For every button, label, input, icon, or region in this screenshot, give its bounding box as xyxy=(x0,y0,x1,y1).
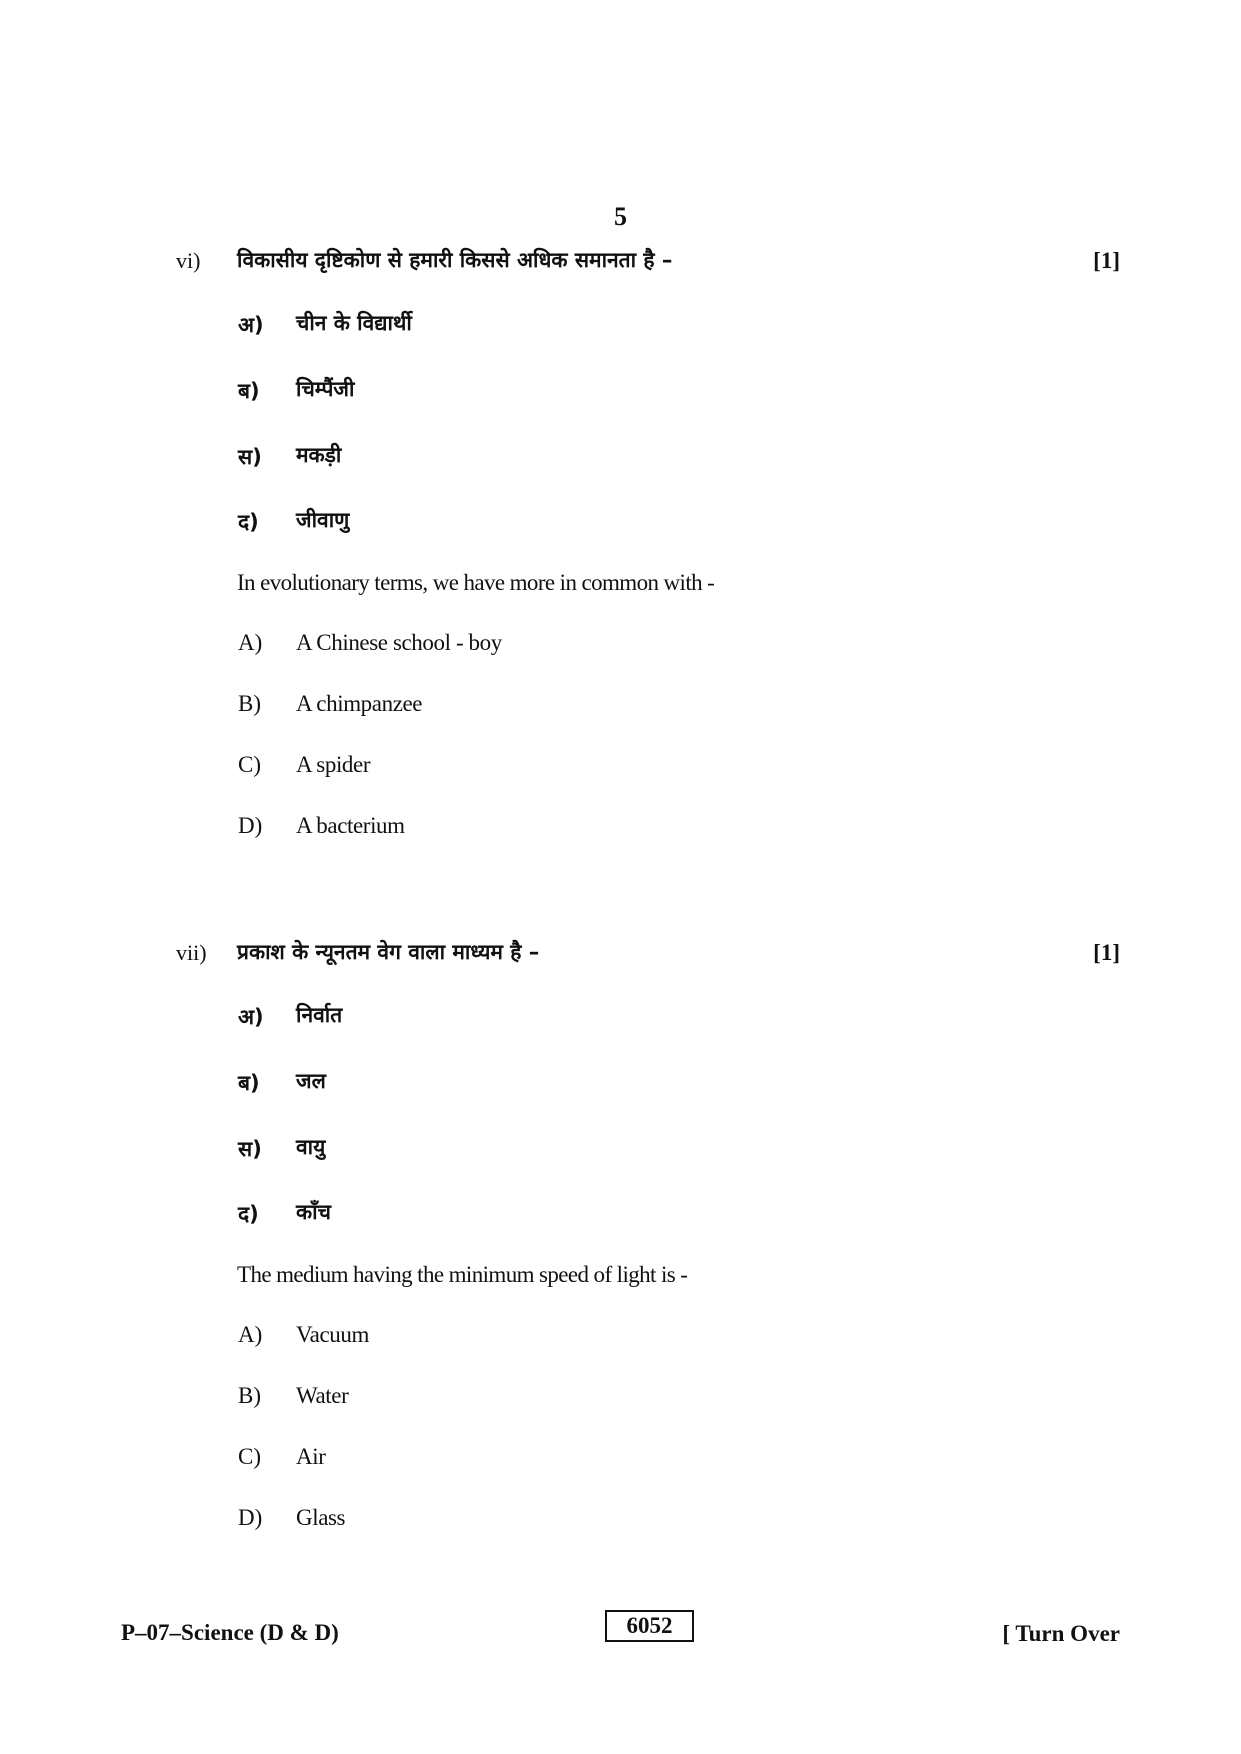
option-text-english: A Chinese school - boy xyxy=(296,630,502,655)
option-letter-hindi: स) xyxy=(238,445,262,469)
option-letter-hindi: द) xyxy=(238,1202,259,1226)
serial-number-box: 6052 xyxy=(605,1610,694,1642)
option-text-hindi: चिम्पैंजी xyxy=(296,377,355,401)
option-text-hindi: काँच xyxy=(296,1200,331,1224)
option-text-english: Glass xyxy=(296,1505,346,1530)
option-letter-english: B) xyxy=(238,1383,261,1408)
page-number: 5 xyxy=(614,202,627,231)
question-text-english: In evolutionary terms, we have more in common with - xyxy=(237,570,715,595)
option-letter-english: A) xyxy=(238,1322,263,1347)
question-number: vii) xyxy=(176,940,207,965)
option-letter-english: D) xyxy=(238,1505,263,1530)
marks-label: [1] xyxy=(1093,940,1120,965)
option-letter-english: C) xyxy=(238,1444,261,1469)
question-text-hindi: प्रकाश के न्यूनतम वेग वाला माध्यम है – xyxy=(237,940,540,964)
option-text-hindi: निर्वात xyxy=(296,1003,343,1027)
option-text-english: A spider xyxy=(296,752,371,777)
option-letter-english: C) xyxy=(238,752,261,777)
option-text-english: Vacuum xyxy=(296,1322,369,1347)
option-letter-hindi: द) xyxy=(238,510,259,534)
question-text-hindi: विकासीय दृष्टिकोण से हमारी किससे अधिक समानता है – xyxy=(237,248,673,272)
option-text-english: A bacterium xyxy=(296,813,405,838)
question-number: vi) xyxy=(176,248,201,273)
option-text-hindi: वायु xyxy=(296,1135,326,1159)
option-text-hindi: चीन के विद्यार्थी xyxy=(296,311,412,335)
option-text-hindi: जल xyxy=(296,1069,326,1093)
option-text-hindi: मकड़ी xyxy=(296,443,342,467)
option-letter-hindi: ब) xyxy=(238,379,260,403)
option-letter-hindi: ब) xyxy=(238,1071,260,1095)
option-letter-hindi: स) xyxy=(238,1137,262,1161)
option-letter-english: A) xyxy=(238,630,263,655)
option-text-hindi: जीवाणु xyxy=(296,508,350,532)
option-text-english: Water xyxy=(296,1383,349,1408)
option-text-english: Air xyxy=(296,1444,326,1469)
question-text-english: The medium having the minimum speed of light is - xyxy=(237,1262,688,1287)
paper-code: P–07–Science (D & D) xyxy=(121,1620,339,1645)
marks-label: [1] xyxy=(1093,248,1120,273)
option-letter-english: B) xyxy=(238,691,261,716)
option-letter-hindi: अ) xyxy=(238,1005,264,1029)
option-letter-hindi: अ) xyxy=(238,313,264,337)
option-letter-english: D) xyxy=(238,813,263,838)
option-text-english: A chimpanzee xyxy=(296,691,423,716)
turn-over-label: [ Turn Over xyxy=(1002,1621,1120,1646)
